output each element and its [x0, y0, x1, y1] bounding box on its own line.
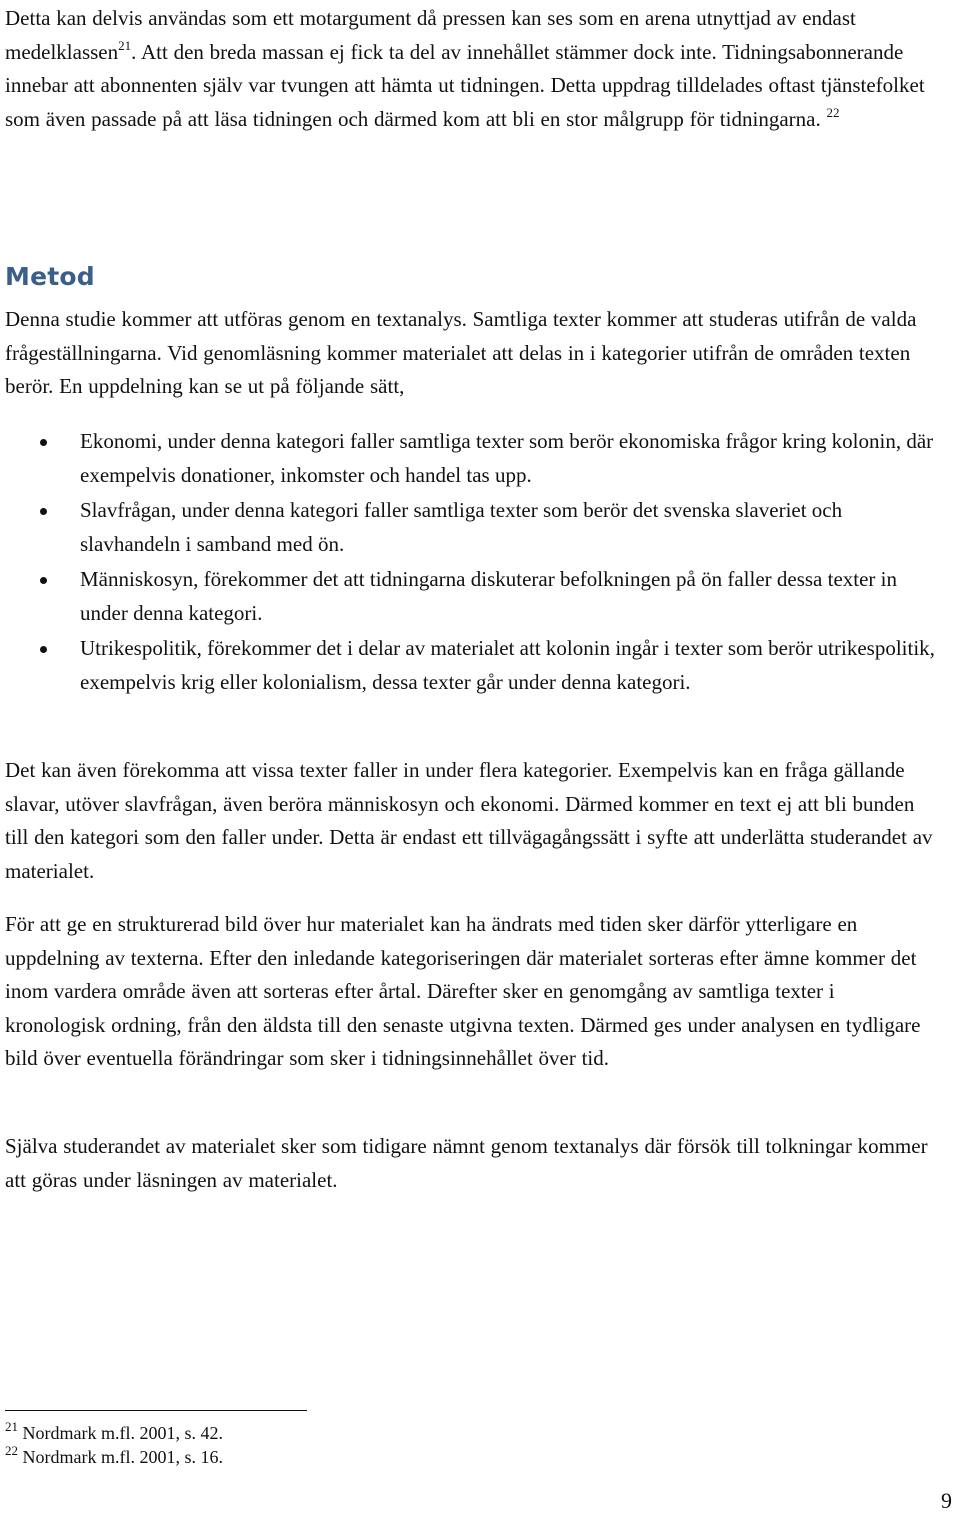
- bullet-icon: [40, 508, 47, 515]
- list-item-utrikespolitik: [0, 632, 935, 699]
- structure-paragraph: För att ge en strukturerad bild över hur materialet kan ha ändrats med tiden sker därför ytterligare en uppdelning av texterna. Efter den inledande kategoriseringen där materialet sorteras efter ämne kommer det inom vardera område även att sorteras efter årtal. Därefter sker en genomgång av samtliga texter i kronologisk ordning, från den äldsta till den senaste utgivna texten. Därmed ges under analysen en tydligare bild över eventuella förändringar som sker i tidningsinnehållet över tid.: [5, 912, 921, 1070]
- overlap-paragraph: Det kan även förekomma att vissa texter faller in under flera kategorier. Exempelvis kan en fråga gällande slavar, utöver slavfrågan, även beröra människosyn och ekonomi. Därmed kommer en text ej att bli bunden till den kategori som den faller under. Detta är endast ett tillvägagångssätt i syfte att underlätta studerandet av materialet.: [5, 758, 933, 883]
- list-item-text: Människosyn, förekommer det att tidningarna diskuterar befolkningen på ön faller dessa texter in under denna kategori.: [80, 567, 898, 625]
- bullet-icon: [40, 646, 47, 653]
- footnote-number: 22: [5, 1443, 18, 1458]
- section-heading-metod: Metod: [5, 262, 95, 291]
- list-item-text: Utrikespolitik, förekommer det i delar av materialet att kolonin ingår i texter som berör utrikespolitik, exempelvis krig eller kolonialism, dessa texter går under denna kategori.: [80, 636, 935, 694]
- intro-text-1: Detta kan delvis användas som ett motargument då pressen kan ses som en arena utnyttjad av endast medelklassen: [5, 6, 856, 64]
- category-list: [0, 425, 960, 701]
- bullet-icon: [40, 577, 47, 584]
- footnote-22: [5, 1443, 223, 1468]
- page-number: 9: [941, 1488, 952, 1513]
- intro-paragraph: [5, 2, 940, 136]
- study-paragraph: Själva studerandet av materialet sker som tidigare nämnt genom textanalys där försök till tolkningar kommer att göras under läsningen av materialet.: [5, 1134, 928, 1192]
- footnote-21: [5, 1419, 223, 1444]
- list-item-ekonomi: [0, 425, 935, 492]
- intro-text-2: . Att den breda massan ej fick ta del av innehållet stämmer dock inte. Tidningsabonnerande innebar att abonnenten själv var tvungen att hämta ut tidningen. Detta uppdrag tilldelades oftast tjänstefolket som även passade på att läsa tidningen och därmed kom att bli en stor målgrupp för tidningarna.: [5, 39, 925, 131]
- footnote-ref-22[interactable]: 22: [826, 104, 840, 120]
- footnote-text: Nordmark m.fl. 2001, s. 42.: [22, 1423, 223, 1443]
- footnote-ref-21[interactable]: 21: [118, 37, 132, 53]
- method-paragraph: Denna studie kommer att utföras genom en textanalys. Samtliga texter kommer att studeras utifrån de valda frågeställningarna. Vid genomläsning kommer materialet att delas in i kategorier utifrån de områden texten berör. En uppdelning kan se ut på följande sätt,: [5, 307, 917, 398]
- list-item-text: Slavfrågan, under denna kategori faller samtliga texter som berör det svenska slaveriet och slavhandeln i samband med ön.: [80, 498, 843, 556]
- list-item-manniskosyn: [0, 563, 935, 630]
- list-item-text: Ekonomi, under denna kategori faller samtliga texter som berör ekonomiska frågor kring kolonin, där exempelvis donationer, inkomster och handel tas upp.: [80, 429, 934, 487]
- footnote-number: 21: [5, 1419, 18, 1434]
- list-item-slavfragan: [0, 494, 935, 561]
- footnote-text: Nordmark m.fl. 2001, s. 16.: [22, 1447, 223, 1467]
- footnote-separator: [5, 1410, 307, 1411]
- bullet-icon: [40, 439, 47, 446]
